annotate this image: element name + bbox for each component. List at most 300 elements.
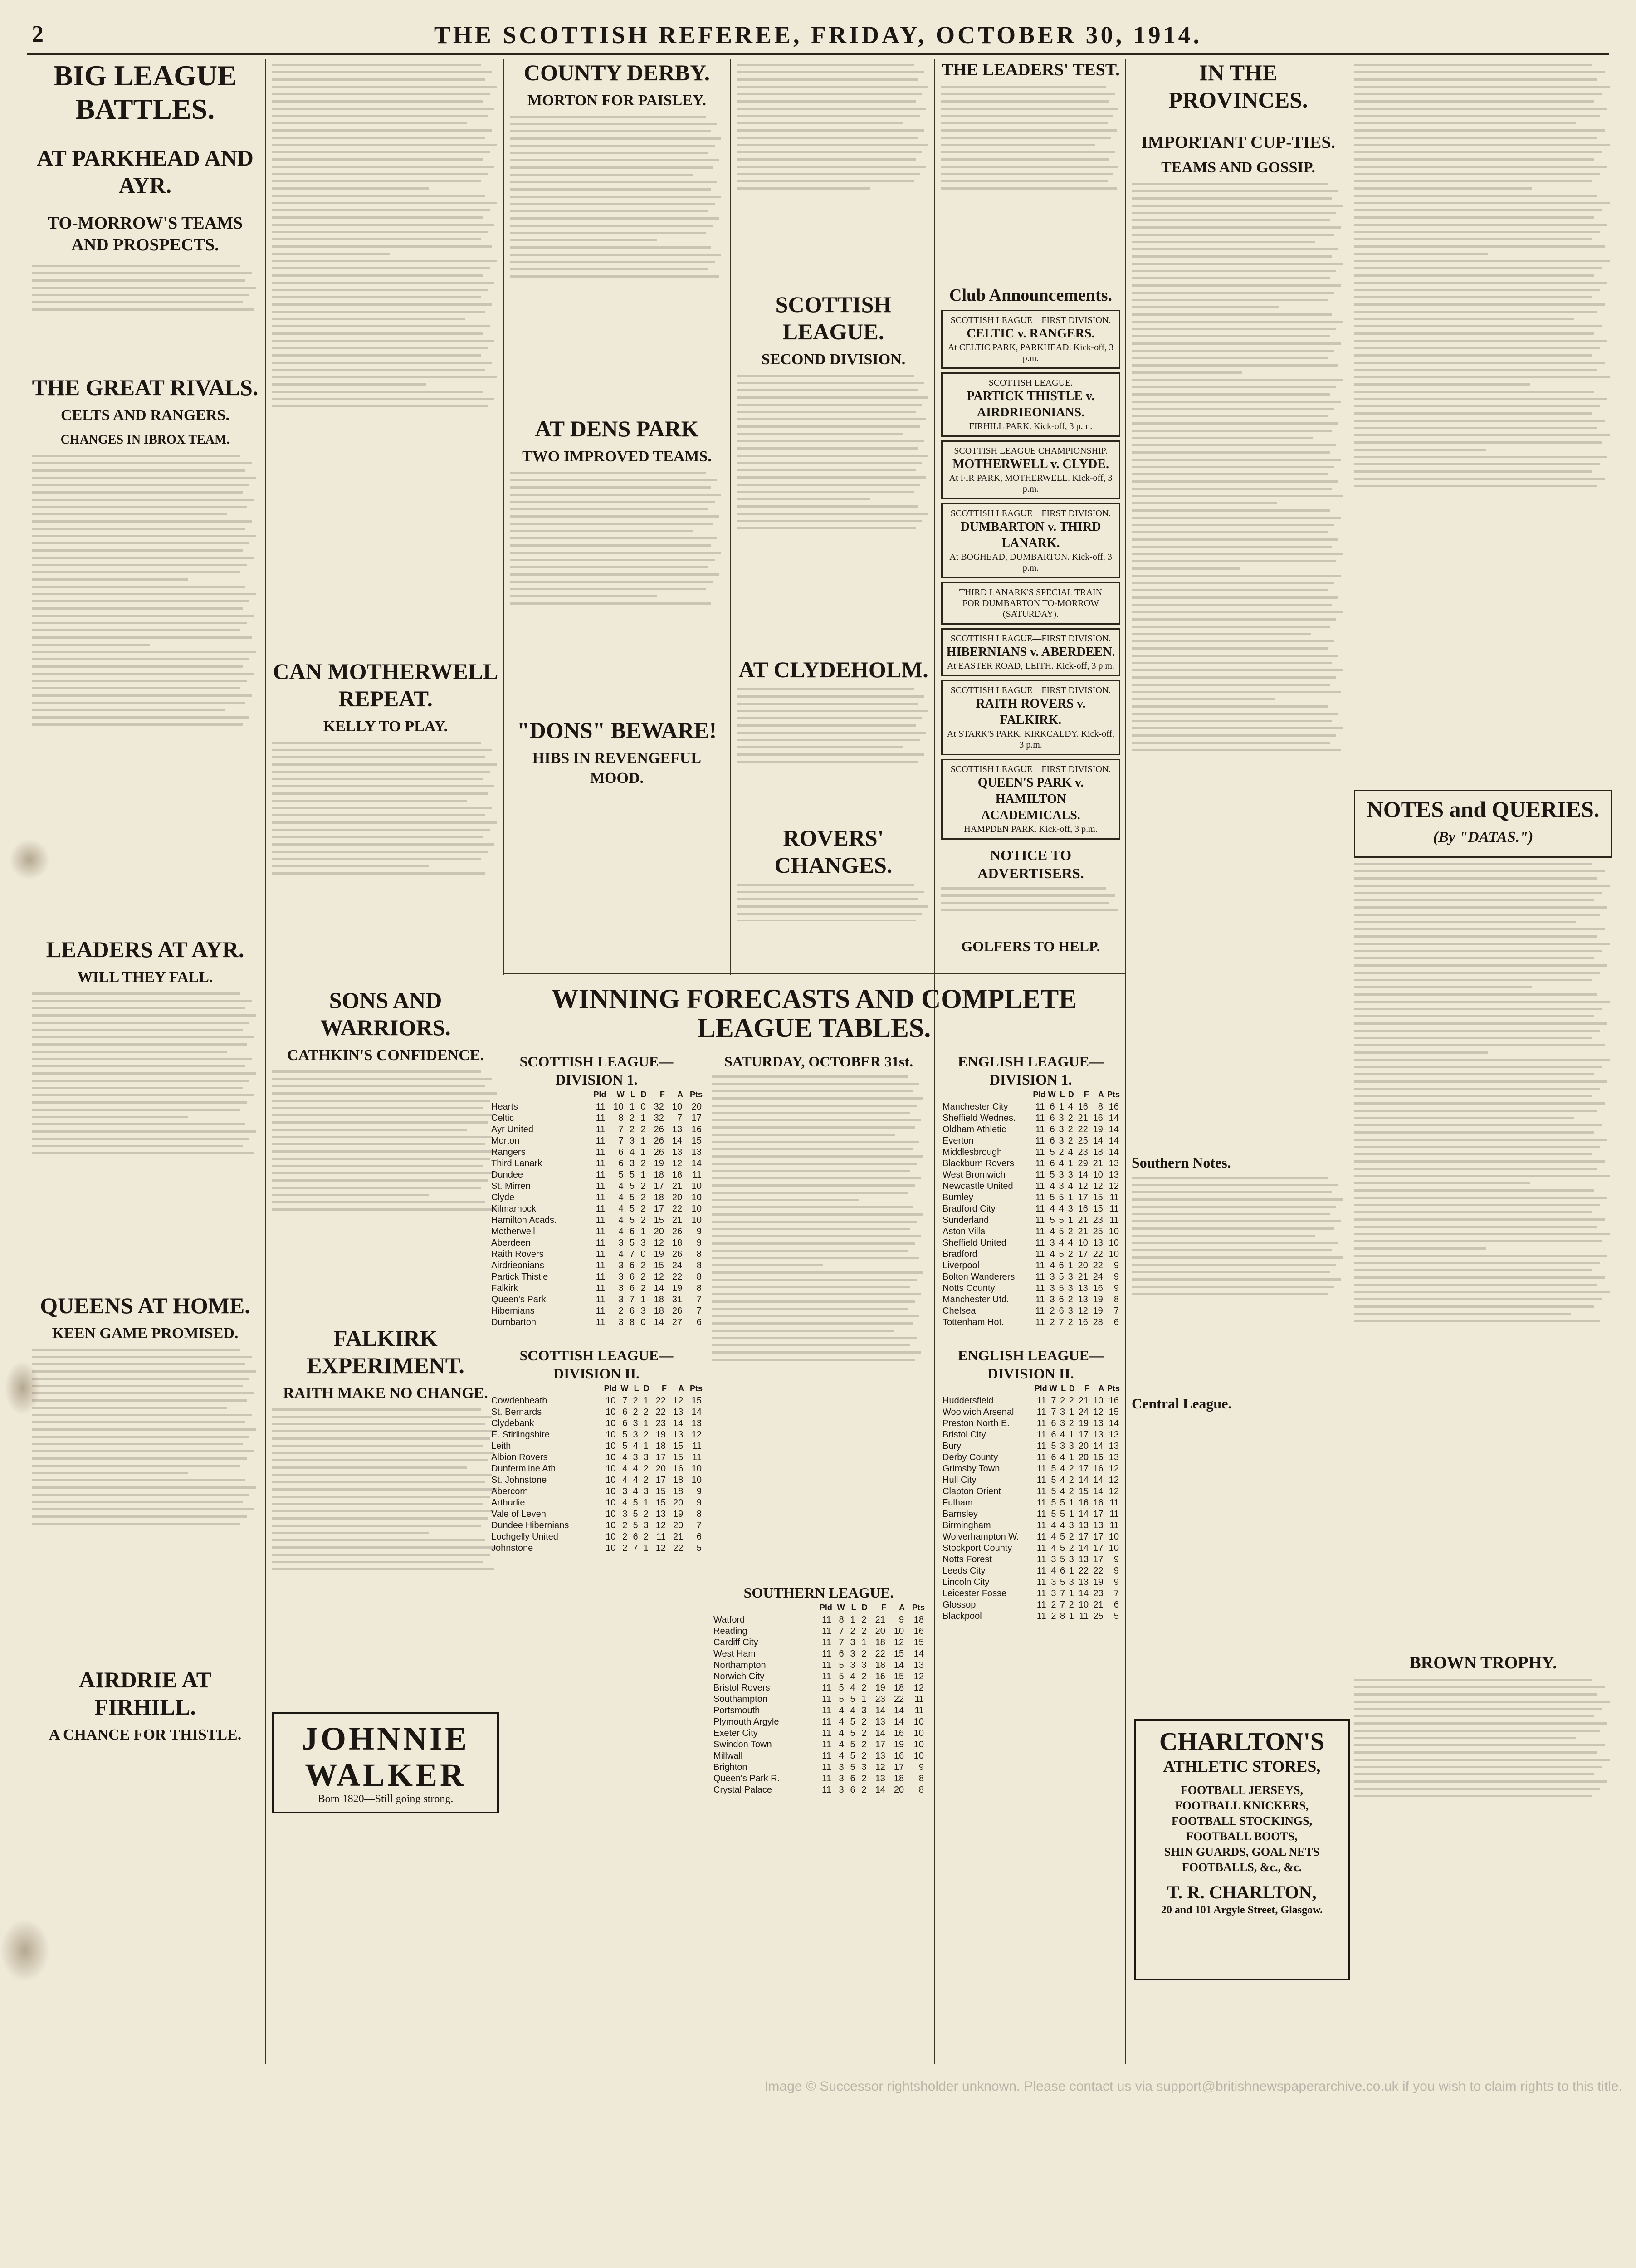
- text-line: [1354, 64, 1592, 66]
- text-line: [272, 383, 426, 386]
- text-line: [1132, 727, 1343, 729]
- text-line: [737, 158, 916, 161]
- announcement-box: SCOTTISH LEAGUE—FIRST DIVISION. RAITH ROVERS v. FALKIRK. At STARK'S PARK, KIRKCALDY. Kick-off, 3 p.m.: [941, 680, 1120, 755]
- text-line: [737, 115, 920, 117]
- text-line: [32, 528, 245, 530]
- table-row: Reading 11 7 2 2 20 10 16: [713, 1626, 924, 1636]
- byline: (By "DATAS."): [1433, 829, 1533, 846]
- text-line: [737, 100, 916, 103]
- table-row: Fulham 11 5 5 1 16 16 11: [943, 1498, 1119, 1508]
- heading-central-league: Central League.: [1132, 1395, 1232, 1412]
- text-line: [712, 1192, 908, 1194]
- table-row: Bradford City 11 4 4 3 16 15 11: [943, 1204, 1119, 1214]
- article-body: [737, 375, 930, 656]
- table-row: Barnsley 11 5 5 1 14 17 11: [943, 1509, 1119, 1519]
- text-line: [1132, 219, 1330, 221]
- article-body: [737, 688, 930, 824]
- heading-provinces: IN THE PROVINCES.: [1168, 60, 1308, 112]
- text-line: [510, 275, 719, 278]
- text-line: [272, 1481, 485, 1483]
- text-line: [272, 807, 492, 809]
- text-line: [1354, 1247, 1486, 1250]
- text-line: [272, 362, 492, 364]
- text-line: [1132, 263, 1343, 265]
- table-row: Hull City 11 5 4 2 14 14 12: [943, 1475, 1119, 1485]
- text-line: [941, 902, 1109, 904]
- text-line: [941, 180, 1108, 182]
- text-line: [272, 1107, 483, 1109]
- subhead-celts-rangers: CELTS AND RANGERS.: [61, 407, 230, 424]
- table-row: Manchester Utd. 11 3 6 2 13 19 8: [943, 1295, 1119, 1305]
- announcement-box: SCOTTISH LEAGUE—FIRST DIVISION. DUMBARTON v. THIRD LANARK. At BOGHEAD, DUMBARTON. Kick-off, 3 p.m.: [941, 503, 1120, 578]
- text-line: [272, 86, 497, 88]
- text-line: [1354, 303, 1605, 306]
- text-line: [272, 224, 494, 226]
- text-line: [1132, 546, 1332, 548]
- column-7: [1354, 59, 1612, 2055]
- text-line: [1354, 1730, 1600, 1732]
- table-row: Notts Forest 11 3 5 3 13 17 9: [943, 1554, 1119, 1564]
- text-line: [272, 1568, 494, 1570]
- text-line: [1132, 473, 1328, 475]
- text-line: [1354, 391, 1594, 393]
- text-line: [1354, 1291, 1610, 1293]
- text-line: [32, 564, 247, 566]
- text-line: [272, 829, 490, 831]
- text-line: [1354, 434, 1610, 436]
- text-line: [272, 1474, 492, 1476]
- text-line: [1132, 321, 1343, 323]
- table-row: Lochgelly United 10 2 6 2 11 21 6: [491, 1532, 702, 1542]
- text-line: [32, 716, 249, 719]
- text-line: [941, 129, 1117, 132]
- text-line: [1354, 1284, 1597, 1286]
- text-line: [737, 710, 928, 712]
- text-line: [272, 792, 488, 795]
- text-line: [272, 763, 497, 766]
- article-body: [272, 64, 499, 649]
- text-line: [32, 1494, 249, 1496]
- table-row: Manchester City 11 6 1 4 16 8 16: [943, 1102, 1119, 1112]
- table-row: Portsmouth 11 4 4 3 14 14 11: [713, 1706, 924, 1716]
- text-line: [32, 644, 150, 646]
- subhead-keen-game: KEEN GAME PROMISED.: [52, 1325, 239, 1342]
- text-line: [32, 1515, 247, 1518]
- table-row: St. Johnstone 10 4 4 2 17 18 10: [491, 1475, 702, 1485]
- ad-title: CHARLTON'S: [1159, 1728, 1325, 1756]
- text-line: [1354, 1780, 1607, 1783]
- text-line: [1354, 71, 1605, 73]
- text-line: [510, 261, 715, 263]
- stain: [9, 839, 50, 880]
- text-line: [1132, 640, 1334, 642]
- text-line: [1354, 238, 1592, 240]
- text-line: [272, 742, 481, 744]
- text-line: [1354, 1722, 1607, 1725]
- text-line: [1354, 1139, 1607, 1141]
- text-line: [1132, 241, 1315, 243]
- text-line: [1354, 1715, 1594, 1717]
- text-line: [737, 469, 916, 471]
- text-line: [1354, 187, 1532, 190]
- text-line: [712, 1184, 915, 1187]
- text-line: [712, 1199, 859, 1201]
- text-line: [1354, 449, 1486, 451]
- text-line: [1132, 270, 1336, 272]
- text-line: [510, 217, 719, 220]
- text-line: [272, 1517, 488, 1520]
- text-line: [737, 905, 928, 908]
- table-row: Woolwich Arsenal 11 7 3 1 24 12 15: [943, 1407, 1119, 1417]
- text-line: [32, 651, 256, 653]
- text-line: [1354, 289, 1600, 291]
- text-line: [1132, 255, 1332, 258]
- text-line: [1132, 379, 1343, 381]
- text-line: [1354, 1131, 1594, 1134]
- text-line: [737, 898, 918, 900]
- text-line: [941, 887, 1106, 890]
- text-line: [941, 158, 1109, 161]
- text-line: [272, 749, 492, 751]
- text-line: [1354, 1744, 1605, 1746]
- text-line: [737, 396, 928, 399]
- text-line: [1132, 451, 1330, 454]
- text-line: [32, 506, 247, 508]
- table-row: Vale of Leven 10 3 5 2 13 19 8: [491, 1509, 702, 1519]
- article-body: [941, 86, 1120, 281]
- text-line: [272, 158, 483, 161]
- text-line: [1354, 1269, 1592, 1271]
- table-row: Hibernians 11 2 6 3 18 26 7: [491, 1306, 702, 1316]
- ad-brand: JOHNNIE: [301, 1721, 470, 1757]
- text-line: [272, 391, 483, 393]
- text-line: [32, 1000, 252, 1002]
- text-line: [32, 578, 188, 581]
- text-line: [1132, 517, 1341, 519]
- text-line: [32, 1072, 256, 1075]
- text-line: [272, 1136, 492, 1138]
- text-line: [1354, 1095, 1592, 1097]
- text-line: [1354, 964, 1607, 967]
- text-line: [32, 1436, 249, 1438]
- text-line: [1132, 248, 1338, 250]
- text-line: [272, 1561, 483, 1563]
- text-line: [32, 1109, 240, 1111]
- text-line: [1354, 1218, 1605, 1221]
- text-line: [737, 78, 918, 81]
- article-body: [32, 1349, 259, 1657]
- text-line: [272, 872, 485, 875]
- text-line: [32, 1508, 254, 1510]
- text-line: [510, 188, 711, 191]
- text-line: [272, 814, 485, 816]
- fixtures-list: [712, 1075, 925, 1574]
- text-line: [32, 1465, 240, 1467]
- article-body: [32, 455, 259, 927]
- text-line: [737, 746, 903, 748]
- text-line: [1132, 538, 1338, 541]
- text-line: [272, 800, 467, 802]
- table-row: Sheffield Wednes. 11 6 3 2 21 16 14: [943, 1113, 1119, 1123]
- ad-item: FOOTBALL KNICKERS,: [1175, 1799, 1309, 1812]
- text-line: [272, 354, 481, 357]
- table-row: Glossop 11 2 7 2 10 21 6: [943, 1600, 1119, 1610]
- text-line: [32, 1523, 240, 1525]
- text-line: [272, 282, 494, 284]
- league-table: Pld W L D F A Pts Manchester City 11 6 1 4 16 8 16 Sheffield Wednes. 11 6 3 2 21 16 14 Oldham Athletic 11 6 3 2 22 19 14 Everton 11 6 3 2 25 14 14 Middlesbrough 11 5 2 4 23 18 14 Blackburn Rovers 11 6 4 1 29 21 13 West Bromwich 11 5 3 3 14 10 13 Newcastle United 11 4 3 4 12 12 12 Burnley 11 5 5 1 17 15 11 Bradford City 11 4 4 3 16 15 11 Sunderland 11 5 5 1 21 23 11 Aston Villa 11 4 5 2 21 25 10 Sheffield United 11 3 4 4 10 13 10 Bradford 11 4 5 2 17 22 10 Liverpool 11 4 6 1 20 22 9 Bolton Wanderers 11 3 5 3 21 24 9 Notts County 11 3 5 3 13 16 9 Manchester Utd. 11 3 6 2 13 19 8 Chelsea 11 2 6 3 12 19 7 Tottenham Hot. 11 2 7 2 16 28 6: [941, 1089, 1120, 1328]
- text-line: [737, 375, 914, 377]
- text-line: [32, 1407, 227, 1409]
- text-line: [272, 311, 485, 313]
- text-line: [510, 137, 721, 140]
- table-row: Raith Rovers 11 4 7 0 19 26 8: [491, 1249, 702, 1259]
- text-line: [1354, 1795, 1592, 1797]
- text-line: [1354, 260, 1610, 262]
- article-body: [1132, 1177, 1345, 1394]
- text-line: [1354, 245, 1605, 248]
- league-table: Pld W L D F A Pts Cowdenbeath 10 7 2 1 22 12 15 St. Bernards 10 6 2 2 22 13 14 Clydebank 10 6 3 1 23 14 13 E. Stirlingshire 10 5 3 2 19 13 12 Leith 10 5 4 1 18 15 11 Albion Rovers 10 4 3 3 17 15 11 Dunfermline Ath. 10 4 4 2 20 16 10 St. Johnstone 10 4 4 2 17 18 10 Abercorn 10 3 4 3 15 18 9 Arthurlie 10 4 5 1 15 20 9 Vale of Leven 10 3 5 2 13 19 8 Dundee Hibernians 10 2 5 3 12 20 7 Lochgelly United 10 2 6 2 11 21 6 Johnstone 10 2 7 1 12 22 5: [490, 1383, 703, 1554]
- text-line: [737, 122, 903, 124]
- text-line: [272, 1488, 497, 1491]
- text-line: [32, 279, 245, 282]
- text-line: [1132, 357, 1328, 359]
- table-row: Kilmarnock 11 4 5 2 17 22 10: [491, 1204, 702, 1214]
- text-line: [1132, 212, 1336, 214]
- text-line: [1132, 226, 1341, 229]
- text-line: [712, 1359, 915, 1361]
- text-line: [712, 1228, 910, 1230]
- text-line: [1354, 921, 1576, 923]
- forecasts-title-1: WINNING FORECASTS AND COMPLETE: [551, 984, 1077, 1014]
- text-line: [737, 695, 924, 698]
- text-line: [32, 1486, 256, 1489]
- text-line: [712, 1257, 919, 1259]
- column-2: [272, 658, 499, 2268]
- masthead-title: THE SCOTTISH REFEREE, FRIDAY, OCTOBER 30, 1914.: [434, 21, 1202, 49]
- charlton-ad: [1134, 1719, 1350, 1980]
- text-line: [1354, 427, 1597, 429]
- text-line: [737, 144, 928, 146]
- text-line: [1354, 86, 1610, 88]
- text-line: [32, 1138, 249, 1140]
- text-line: [1132, 277, 1330, 279]
- table-row: Leicester Fosse 11 3 7 1 14 23 7: [943, 1589, 1119, 1598]
- text-line: [32, 1501, 243, 1503]
- ad-subtitle: ATHLETIC STORES,: [1163, 1757, 1321, 1775]
- text-line: [737, 717, 922, 719]
- text-line: [1132, 1249, 1332, 1251]
- text-line: [1132, 575, 1341, 577]
- text-line: [32, 499, 254, 501]
- table-row: Leith 10 5 4 1 18 15 11: [491, 1441, 702, 1451]
- text-line: [272, 93, 490, 95]
- text-line: [272, 296, 481, 298]
- text-line: [1354, 906, 1607, 909]
- text-line: [32, 658, 249, 660]
- heading-county-derby: COUNTY DERBY.: [523, 60, 710, 85]
- text-line: [272, 1165, 483, 1167]
- text-line: [272, 778, 483, 780]
- text-line: [1132, 582, 1334, 584]
- text-line: [1354, 209, 1602, 211]
- text-line: [32, 673, 254, 675]
- text-line: [272, 1554, 490, 1556]
- text-line: [272, 332, 483, 335]
- text-line: [32, 1043, 247, 1046]
- text-line: [1354, 115, 1600, 117]
- text-line: [1354, 870, 1605, 872]
- text-line: [1132, 1278, 1341, 1281]
- text-line: [737, 688, 914, 690]
- archive-footer: Image © Successor rightsholder unknown. Please contact us via support@britishnewspaperarchive.co.uk if you wish to claim rights to this title.: [764, 2079, 1622, 2094]
- text-line: [1132, 342, 1341, 345]
- heading-rovers-changes: ROVERS' CHANGES.: [774, 825, 893, 878]
- text-line: [737, 389, 918, 391]
- text-line: [1132, 364, 1338, 367]
- text-line: [32, 549, 243, 552]
- text-line: [272, 347, 488, 349]
- text-line: [272, 1423, 485, 1425]
- text-line: [712, 1155, 923, 1158]
- notice-body: [941, 887, 1120, 937]
- text-line: [272, 209, 490, 211]
- text-line: [32, 1007, 245, 1009]
- text-line: [1132, 306, 1279, 308]
- text-line: [941, 166, 1118, 168]
- text-line: [737, 498, 870, 500]
- text-line: [1354, 1015, 1594, 1017]
- text-line: [737, 433, 903, 435]
- text-line: [510, 581, 713, 583]
- text-line: [32, 1370, 256, 1373]
- text-line: [272, 1525, 481, 1527]
- text-line: [1132, 437, 1313, 439]
- text-line: [272, 756, 485, 758]
- text-line: [1132, 691, 1341, 693]
- heading-falkirk: FALKIRK EXPERIMENT.: [307, 1325, 464, 1378]
- text-line: [1132, 698, 1275, 700]
- text-line: [712, 1206, 913, 1208]
- text-line: [1132, 480, 1338, 483]
- text-line: [1132, 1220, 1341, 1222]
- table-southern: [712, 1052, 925, 1982]
- text-line: [1354, 1197, 1607, 1199]
- text-line: [32, 1022, 249, 1024]
- table-row: Dunfermline Ath. 10 4 4 2 20 16 10: [491, 1464, 702, 1474]
- table-row: Notts County 11 3 5 3 13 16 9: [943, 1283, 1119, 1293]
- text-line: [32, 702, 245, 704]
- text-line: [941, 144, 1095, 146]
- text-line: [1354, 1030, 1600, 1032]
- text-line: [32, 1472, 188, 1474]
- text-line: [1132, 393, 1330, 396]
- text-line: [1354, 1737, 1576, 1739]
- column-3: [510, 59, 723, 921]
- text-line: [1354, 412, 1592, 415]
- text-line: [737, 425, 920, 428]
- article-body: [1354, 1679, 1612, 1897]
- text-line: [941, 93, 1115, 95]
- text-line: [737, 440, 924, 442]
- ad-item: FOOTBALL STOCKINGS,: [1171, 1814, 1313, 1828]
- table-scottish-div1: [490, 1052, 703, 1982]
- text-line: [1354, 979, 1592, 981]
- text-line: [272, 865, 429, 867]
- text-line: [1354, 1693, 1597, 1696]
- text-line: [32, 709, 225, 711]
- article-body: [737, 884, 930, 921]
- text-line: [32, 1036, 254, 1038]
- column-rule: [265, 59, 266, 2064]
- text-line: [32, 687, 240, 689]
- text-line: [272, 122, 467, 124]
- text-line: [737, 913, 922, 915]
- text-line: [32, 469, 245, 472]
- table-row: Morton 11 7 3 1 26 14 15: [491, 1136, 702, 1146]
- text-line: [32, 1152, 254, 1154]
- text-line: [272, 1496, 490, 1498]
- text-line: [1132, 604, 1332, 606]
- text-line: [1354, 340, 1607, 342]
- text-line: [510, 530, 693, 532]
- text-line: [272, 1070, 481, 1073]
- text-line: [712, 1330, 894, 1332]
- text-line: [272, 115, 488, 117]
- text-line: [272, 376, 497, 378]
- text-line: [941, 173, 1113, 175]
- text-line: [32, 520, 252, 523]
- text-line: [272, 267, 490, 269]
- text-line: [32, 665, 243, 668]
- text-line: [1132, 1177, 1328, 1179]
- text-line: [1132, 1293, 1328, 1295]
- ad-item: FOOTBALLS, &c., &c.: [1182, 1861, 1302, 1874]
- text-line: [510, 595, 657, 597]
- text-line: [1132, 1242, 1338, 1244]
- announcement-boxes: [941, 310, 1120, 840]
- text-line: [1354, 1073, 1594, 1075]
- table-row: Third Lanark 11 6 3 2 19 12 14: [491, 1158, 702, 1168]
- text-line: [1132, 313, 1332, 316]
- text-line: [32, 1363, 245, 1365]
- text-line: [272, 821, 497, 824]
- text-line: [510, 152, 708, 154]
- text-line: [32, 1123, 245, 1125]
- text-line: [1132, 1191, 1332, 1193]
- text-line: [32, 1443, 243, 1445]
- text-line: [1132, 713, 1338, 715]
- text-line: [737, 505, 918, 508]
- text-line: [1132, 234, 1334, 236]
- text-line: [1132, 567, 1240, 570]
- text-line: [1132, 524, 1334, 526]
- text-line: [1132, 190, 1338, 192]
- text-line: [737, 703, 918, 705]
- text-line: [510, 508, 708, 510]
- subhead-chance-thistle: A CHANCE FOR THISTLE.: [49, 1726, 242, 1743]
- text-line: [32, 484, 249, 486]
- heading-sons-warriors: SONS AND WARRIORS.: [320, 987, 451, 1040]
- text-line: [1354, 1175, 1610, 1177]
- text-line: [510, 573, 719, 576]
- column-rule: [934, 59, 935, 2064]
- table-row: Swindon Town 11 4 5 2 17 19 10: [713, 1740, 924, 1750]
- league-table: Pld W L D F A Pts Hearts 11 10 1 0 32 10 20 Celtic 11 8 2 1 32 7 17 Ayr United 11 7 2 2 26 13 16 Morton 11 7 3 1 26 14 15 Rangers 11 6 4 1 26 13 13 Third Lanark 11 6 3 2 19 12 14 Dundee 11 5 5 1 18 18 11 St. Mirren 11 4 5 2 17 21 10 Clyde 11 4 5 2 18 20 10 Kilmarnock 11 4 5 2 17 22 10 Hamilton Acads. 11 4 5 2 15 21 10 Motherwell 11 4 6 1 20 26 9 Aberdeen 11 3 5 3 12 18 9 Raith Rovers 11 4 7 0 19 26 8 Airdrieonians 11 3 6 2 15 24 8 Partick Thistle 11 3 6 2 12 22 8 Falkirk 11 3 6 2 14 19 8 Queen's Park 11 3 7 1 18 31 7 Hibernians 11 2 6 3 18 26 7 Dumbarton 11 3 8 0 14 27 6: [490, 1089, 703, 1328]
- text-line: [272, 1510, 494, 1512]
- text-line: [1132, 459, 1341, 461]
- text-line: [712, 1293, 921, 1295]
- text-line: [712, 1097, 923, 1100]
